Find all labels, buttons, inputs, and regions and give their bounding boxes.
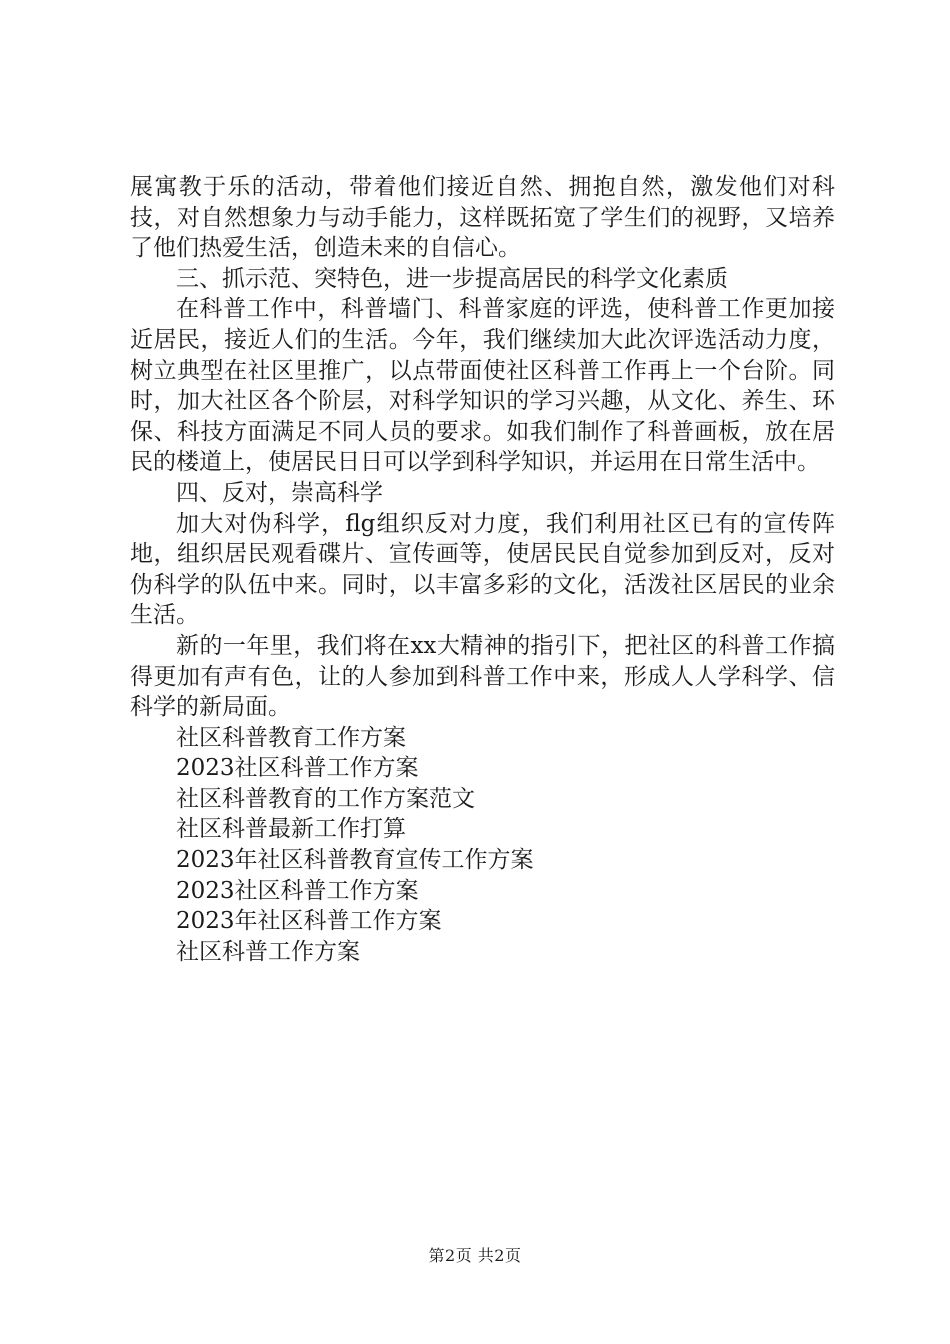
related-articles-list [130, 723, 835, 968]
paragraph-continued: 展寓教于乐的活动，带着他们接近自然、拥抱自然，激发他们对科技，对自然想象力与动手能力，这样既拓宽了学生们的视野，又培养了他们热爱生活，创造未来的自信心。 [130, 174, 835, 262]
page-number-footer: 第2页 共2页 [428, 1246, 522, 1265]
paragraph-anti-pseudoscience: 加大对伪科学，flg组织反对力度，我们利用社区已有的宣传阵地，组织居民观看碟片、宣传画等，使居民民自觉参加到反对，反对伪科学的队伍中来。同时，以丰富多彩的文化，活泼社区居民的业余生活。 [130, 510, 835, 629]
related-article-link[interactable]: 社区科普最新工作打算 [176, 816, 406, 843]
section-heading-3: 三、抓示范、突特色，进一步提高居民的科学文化素质 [176, 265, 728, 292]
document-body [130, 172, 835, 967]
related-article-link[interactable]: 2023社区科普工作方案 [176, 877, 419, 904]
paragraph-new-year: 新的一年里，我们将在xx大精神的指引下，把社区的科普工作搞得更加有声有色，让的人参加到科普工作中来，形成人人学科学、信科学的新局面。 [130, 632, 835, 721]
related-article-link[interactable]: 2023社区科普工作方案 [176, 755, 419, 782]
related-article-link[interactable]: 社区科普教育的工作方案范文 [176, 785, 475, 812]
related-article-link[interactable]: 社区科普工作方案 [176, 938, 360, 965]
paragraph-science-selection: 在科普工作中，科普墙门、科普家庭的评选，使科普工作更加接近居民，接近人们的生活。今年，我们继续加大此次评选活动力度，树立典型在社区里推广，以点带面使社区科普工作再上一个台阶。同时，加大社区各个阶层，对科学知识的学习兴趣，从文化、养生、环保、科技方面满足不同人员的要求。如我们制作了科普画板，放在居民的楼道上，使居民日日可以学到科学知识，并运用在日常生活中。 [130, 296, 835, 476]
related-article-link[interactable]: 2023年社区科普工作方案 [176, 908, 442, 935]
section-heading-4: 四、反对，崇高科学 [176, 479, 383, 506]
related-article-link[interactable]: 2023年社区科普教育宣传工作方案 [176, 847, 534, 874]
related-article-link[interactable]: 社区科普教育工作方案 [176, 724, 406, 751]
